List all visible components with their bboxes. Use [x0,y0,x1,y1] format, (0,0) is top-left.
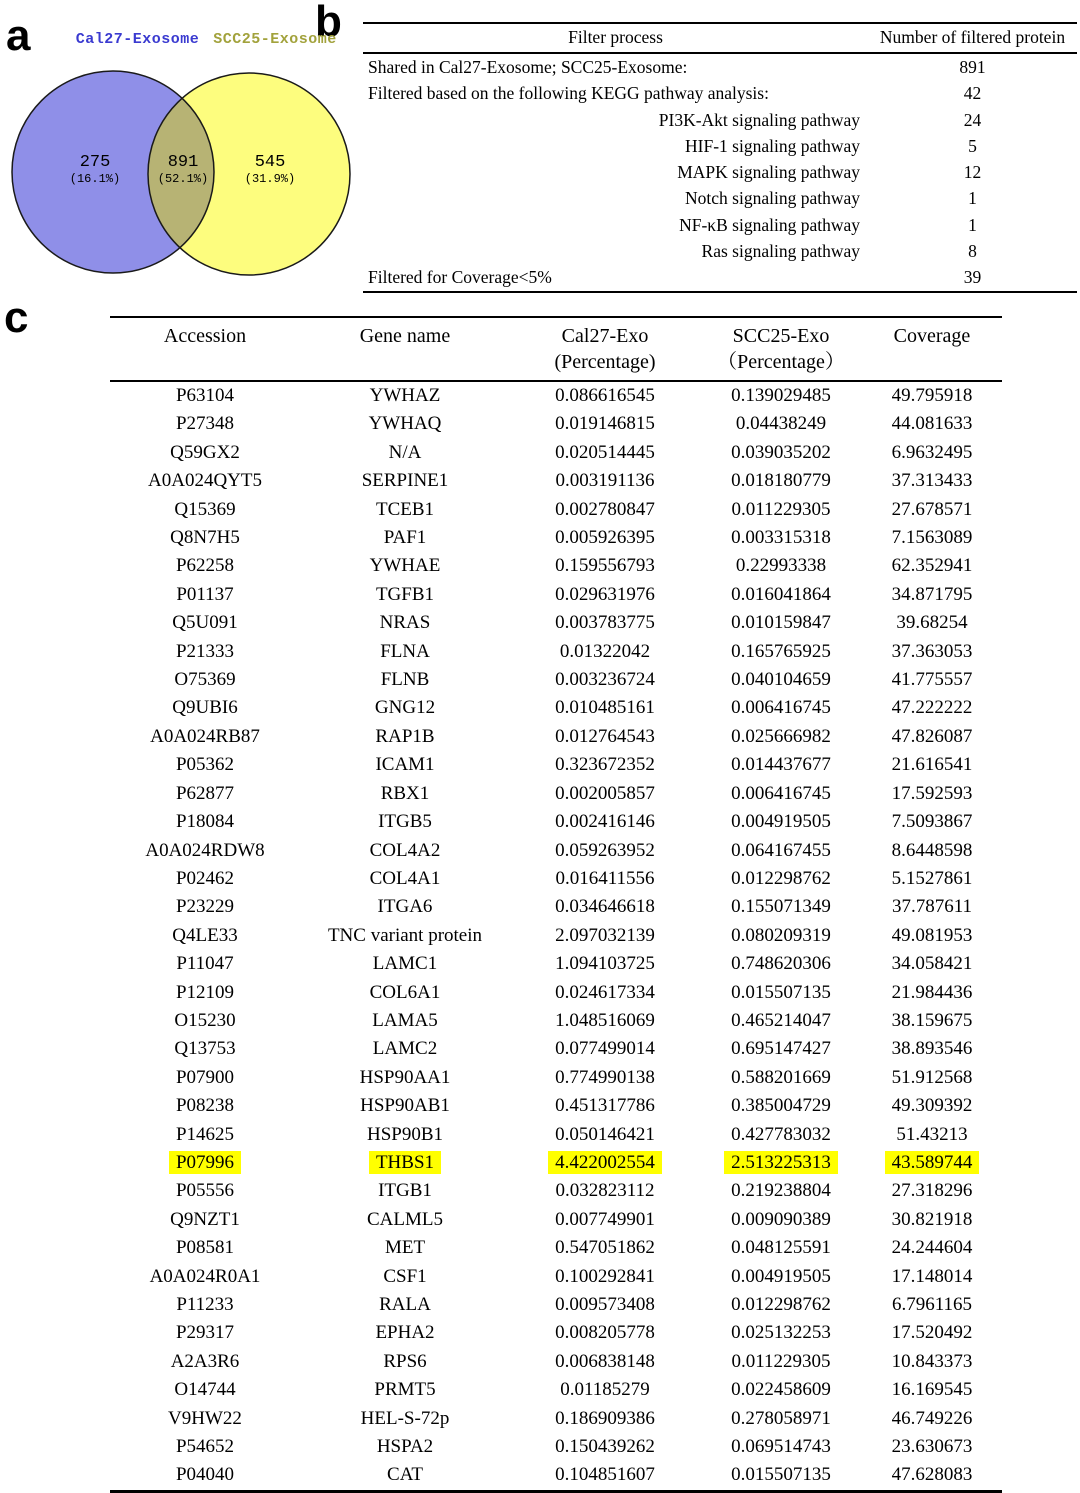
table-cell: 37.787611 [891,896,973,918]
table-cell: 43.589744 [862,1149,1002,1177]
table-row [110,1149,1002,1177]
filter-step-count: 8 [968,241,977,262]
table-cell: 7.1563089 [891,527,973,549]
table-cell: 0.01322042 [559,640,651,662]
filter-step-label: HIF-1 signaling pathway [685,135,860,156]
table-row [110,1092,1002,1120]
table-cell: 0.695147427 [731,1038,831,1060]
table-cell: 0.774990138 [555,1066,655,1088]
table-cell: 24.244604 [891,1237,973,1259]
table-cell: PRMT5 [374,1379,436,1401]
venn-overlap-count: 891 [167,153,199,172]
table-row [110,638,1002,666]
table-row [110,1035,1002,1063]
table-cell: P27348 [175,413,235,435]
table-cell: RPS6 [383,1350,427,1372]
table-cell: 17.592593 [891,782,973,804]
filter-step-label: PI3K-Akt signaling pathway [658,109,860,130]
table-cell: P63104 [175,385,235,406]
table-cell: 0.069514743 [731,1436,831,1458]
table-cell: 0.002780847 [555,498,655,520]
table-cell: 4.422002554 [510,1149,700,1177]
table-cell: 34.871795 [891,583,973,605]
filter-step-label: Filtered based on the following KEGG pathway analysis: [368,83,769,104]
table-cell: 1.048516069 [555,1009,655,1031]
table-cell: 7.5093867 [891,811,973,833]
table-row [110,893,1002,921]
table-cell: P07996 [110,1149,300,1177]
table-cell: HEL-S-72p [360,1407,450,1429]
filter-table-row [363,185,1077,211]
table-cell: 0.01185279 [560,1379,650,1401]
table-cell: 0.086616545 [555,385,655,406]
table-cell: 0.588201669 [731,1066,831,1088]
table-cell: 0.032823112 [555,1180,655,1202]
table-row [110,780,1002,808]
filter-step-count: 1 [968,188,977,209]
table-cell: 44.081633 [891,413,973,435]
table-row [110,1121,1002,1149]
table-cell: FLNA [380,640,430,662]
table-cell: P04040 [110,1461,300,1491]
table-row [110,1064,1002,1092]
filter-table-row [363,80,1077,106]
table-cell: CSF1 [383,1265,427,1287]
table-cell: P05362 [175,754,235,776]
table-cell: 0.016041864 [731,583,831,605]
table-cell: MET [384,1237,426,1259]
table-cell: V9HW22 [168,1407,242,1429]
table-cell: 0.006838148 [555,1350,655,1372]
table-cell: 0.019146815 [555,413,655,435]
table-cell: 0.278058971 [731,1407,831,1429]
filter-table-row [363,238,1077,264]
table-cell: 0.014437677 [731,754,831,776]
table-row [110,865,1002,893]
table-cell: LAMC2 [372,1038,438,1060]
table-cell: P11047 [176,953,234,975]
cal27-exo-header [510,317,700,381]
table-row [110,1291,1002,1319]
table-cell: 0.427783032 [731,1123,831,1145]
table-cell: 2.513225313 [700,1149,862,1177]
table-cell: HSPA2 [376,1436,434,1458]
table-cell: Q13753 [174,1038,236,1060]
table-cell: 10.843373 [891,1350,973,1372]
table-cell: 62.352941 [891,555,973,577]
venn-overlap-value [133,153,233,186]
table-cell: YWHAZ [369,385,441,406]
cal27-exo-subheader: (Percentage) [554,351,656,373]
table-cell: 0.159556793 [555,555,655,577]
table-cell: P29317 [175,1322,235,1344]
table-cell: P12109 [175,981,235,1003]
table-cell: COL4A2 [369,839,441,861]
table-cell: 51.43213 [896,1123,968,1145]
table-cell: NRAS [379,612,431,634]
table-cell: 21.616541 [891,754,973,776]
filter-table-row [363,212,1077,238]
table-cell: HSP90B1 [366,1123,444,1145]
filter-step-label: Ras signaling pathway [701,241,860,262]
table-cell: RAP1B [375,725,435,747]
table-cell: HSP90AA1 [359,1066,451,1088]
table-cell: 0.005926395 [555,527,655,549]
coverage-header [862,317,1002,381]
venn-right-set-label: SCC25-Exosome [213,31,337,48]
filter-step-label: MAPK signaling pathway [677,162,860,183]
table-cell: N/A [388,441,422,463]
table-row [110,979,1002,1007]
table-cell: 0.547051862 [555,1237,655,1259]
venn-left-set-label: Cal27-Exosome [75,31,200,48]
venn-left-percent: (16.1%) [69,171,121,186]
table-cell: P05556 [175,1180,235,1202]
table-cell: 0.008205778 [555,1322,655,1344]
filtered-protein-count-header: Number of filtered protein [868,23,1077,53]
table-cell: 39.68254 [896,612,968,634]
table-cell: 0.011229305 [731,498,831,520]
table-cell: P08238 [175,1095,235,1117]
table-row [110,751,1002,779]
table-row [110,524,1002,552]
table-cell: 0.465214047 [731,1009,831,1031]
table-cell: 38.893546 [891,1038,973,1060]
table-cell: 37.313433 [891,470,973,492]
table-cell: 47.826087 [891,725,973,747]
table-cell: 6.7961165 [891,1294,973,1315]
table-cell: Q5U091 [172,612,238,634]
table-cell: 21.984436 [891,981,973,1003]
accession-header [110,317,300,381]
table-cell: P62877 [175,782,235,804]
coverage-header-label: Coverage [893,325,971,347]
table-cell: Q9UBI6 [172,697,238,719]
filter-process-header: Filter process [363,23,868,53]
table-cell: A0A024RDW8 [145,839,265,861]
table-cell: 0.080209319 [731,924,831,946]
table-row [110,467,1002,495]
table-cell: 0.009090389 [731,1208,831,1230]
table-cell: P14625 [175,1123,235,1145]
table-row [110,1405,1002,1433]
table-cell: 0.002416146 [555,811,655,833]
table-cell: 0.040104659 [731,669,831,691]
filter-table-row [363,107,1077,133]
table-cell: 27.678571 [891,498,973,520]
table-cell: P54652 [175,1436,235,1458]
table-cell: 0.155071349 [731,896,831,918]
filter-table-row [363,264,1077,291]
filter-table-row [363,159,1077,185]
table-cell: 0.018180779 [731,470,831,492]
scc25-exo-subheader: （Percentage） [717,351,845,373]
table-cell: GNG12 [374,697,436,719]
protein-table-body [110,381,1002,1491]
table-cell: 46.749226 [891,1407,973,1429]
table-cell: 0.029631976 [555,583,655,605]
protein-table [110,316,1002,1493]
table-cell: 0.004919505 [731,1265,831,1287]
table-cell: 16.169545 [891,1379,973,1401]
table-cell: 0.150439262 [555,1436,655,1458]
filter-step-label: NF-κB signaling pathway [679,214,860,235]
table-cell: 34.058421 [891,953,973,975]
table-cell: 0.385004729 [731,1095,831,1117]
table-cell: PAF1 [383,527,427,549]
table-cell: 0.020514445 [555,441,655,463]
table-cell: 0.007749901 [555,1208,655,1230]
panel-letter-a: a [6,11,31,60]
table-cell: 0.003236724 [555,669,655,691]
table-row [110,694,1002,722]
venn-overlap-percent: (52.1%) [157,171,209,186]
table-cell: P11233 [176,1294,234,1315]
table-cell: 0.024617334 [555,981,655,1003]
table-cell: A0A024R0A1 [149,1265,261,1287]
table-row [110,837,1002,865]
table-cell: A2A3R6 [170,1350,240,1372]
table-row [110,1234,1002,1262]
table-cell: 0.003783775 [555,612,655,634]
table-cell: COL6A1 [369,981,441,1003]
table-cell: 17.148014 [891,1265,973,1287]
filter-step-label: Shared in Cal27-Exosome; SCC25-Exosome: [368,57,688,77]
filter-step-count: 39 [868,264,1077,291]
table-cell: 0.100292841 [555,1265,655,1287]
table-cell: 5.1527861 [891,867,973,889]
accession-header-label: Accession [163,325,247,347]
table-row [110,552,1002,580]
table-cell: 0.009573408 [555,1294,655,1315]
table-cell: 37.363053 [891,640,973,662]
table-cell: COL4A1 [369,867,441,889]
filter-step-count: 1 [968,214,977,235]
table-cell: 0.748620306 [731,953,831,975]
table-cell: 0.012298762 [731,1294,831,1315]
table-row [110,1007,1002,1035]
table-cell: P02462 [175,867,235,889]
gene-name-header-label: Gene name [359,325,451,347]
venn-right-count: 545 [254,153,286,172]
table-cell: 2.097032139 [555,924,655,946]
filter-step-label: Notch signaling pathway [685,188,860,209]
table-cell: Q9NZT1 [170,1208,240,1230]
table-cell: 47.222222 [891,697,973,719]
table-cell: 0.015507135 [700,1461,862,1491]
table-row [110,581,1002,609]
filter-table-header-row [363,23,1077,53]
table-row [110,1461,1002,1491]
table-cell: P08581 [175,1237,235,1259]
table-cell: A0A024RB87 [150,725,260,747]
table-cell: 27.318296 [891,1180,973,1202]
table-row [110,950,1002,978]
venn-right-only-value [220,153,320,186]
scc25-exo-header-label: SCC25-Exo [732,325,830,347]
table-cell: 38.159675 [891,1009,973,1031]
table-row [110,410,1002,438]
table-cell: 0.002005857 [555,782,655,804]
filter-table-body [363,53,1077,292]
table-cell: ITGB1 [378,1180,432,1202]
table-cell: 0.025132253 [731,1322,831,1344]
table-cell: SERPINE1 [361,470,449,492]
table-cell: 8.6448598 [891,839,973,861]
table-row [110,922,1002,950]
table-row [110,808,1002,836]
table-cell: O15230 [174,1009,236,1031]
filter-step-label: Filtered for Coverage<5% [363,264,868,291]
table-cell: P21333 [175,640,235,662]
table-cell: 0.003315318 [731,527,831,549]
table-cell: A0A024QYT5 [148,470,262,492]
table-cell: 30.821918 [891,1208,973,1230]
table-cell: 0.186909386 [555,1407,655,1429]
scc25-exo-header [700,317,862,381]
table-cell: CALML5 [367,1208,443,1230]
table-cell: P18084 [175,811,235,833]
table-row [110,609,1002,637]
table-cell: 0.012298762 [731,867,831,889]
table-cell: 0.015507135 [731,981,831,1003]
table-cell: FLNB [380,669,430,691]
table-cell: RALA [379,1294,431,1315]
table-cell: 0.003191136 [555,470,655,492]
table-cell: P01137 [176,583,234,605]
table-row [110,1263,1002,1291]
table-cell: 0.22993338 [735,555,827,577]
filter-step-count: 24 [963,109,982,130]
table-row [110,1319,1002,1347]
table-cell: 0.004919505 [731,811,831,833]
filter-step-count: 42 [963,83,982,104]
table-cell: THBS1 [300,1149,510,1177]
table-row [110,1376,1002,1404]
table-cell: 51.912568 [891,1066,973,1088]
table-cell: 0.039035202 [731,441,831,463]
table-cell: 0.104851607 [510,1461,700,1491]
table-row [110,1177,1002,1205]
table-cell: Q8N7H5 [170,527,240,549]
table-cell: 0.323672352 [555,754,655,776]
table-cell: 0.034646618 [555,896,655,918]
table-cell: 49.081953 [891,924,973,946]
panel-letter-c: c [4,293,29,342]
table-cell: 0.139029485 [731,385,831,406]
table-cell: 6.9632495 [891,441,973,463]
table-cell: 41.775557 [891,669,973,691]
table-cell: TNC variant protein [327,924,483,946]
filter-table-row [363,133,1077,159]
table-cell: 49.309392 [891,1095,973,1117]
table-cell: 0.006416745 [731,782,831,804]
filter-step-count: 5 [968,135,977,156]
table-cell: 0.010485161 [555,697,655,719]
table-row [110,381,1002,410]
table-cell: EPHA2 [375,1322,435,1344]
table-cell: 17.520492 [891,1322,973,1344]
table-row [110,496,1002,524]
table-row [110,439,1002,467]
table-cell: O14744 [174,1379,236,1401]
filter-step-count: 12 [963,162,982,183]
table-cell: YWHAE [369,555,441,577]
table-cell: ICAM1 [375,754,435,776]
table-cell: 0.059263952 [555,839,655,861]
table-cell: 0.077499014 [555,1038,655,1060]
table-cell: P23229 [175,896,235,918]
table-cell: 0.050146421 [555,1123,655,1145]
table-cell: 0.016411556 [555,867,655,889]
table-cell: 0.025666982 [731,725,831,747]
table-cell: RBX1 [380,782,430,804]
table-cell: 0.219238804 [731,1180,831,1202]
table-cell: TCEB1 [375,498,435,520]
filter-process-table [363,22,1077,293]
table-cell: YWHAQ [368,413,442,435]
venn-right-percent: (31.9%) [244,171,296,186]
venn-left-only-value [45,153,145,186]
panel-letter-b: b [315,0,342,46]
protein-table-header-row [110,317,1002,381]
table-cell: 0.011229305 [731,1350,831,1372]
table-cell: 1.094103725 [555,953,655,975]
table-cell: 0.006416745 [731,697,831,719]
filter-table-row [363,53,1077,80]
table-cell: HSP90AB1 [360,1095,450,1117]
table-cell: 0.010159847 [731,612,831,634]
table-cell: 0.048125591 [731,1237,831,1259]
table-cell: CAT [300,1461,510,1491]
filter-step-count: 891 [959,57,986,77]
cal27-exo-header-label: Cal27-Exo [561,325,649,347]
table-row [110,666,1002,694]
table-cell: TGFB1 [375,583,435,605]
table-cell: 0.022458609 [731,1379,831,1401]
table-cell: Q4LE33 [172,924,238,946]
table-cell: 0.451317786 [555,1095,655,1117]
table-cell: P07900 [175,1066,235,1088]
table-cell: 0.064167455 [731,839,831,861]
gene-name-header [300,317,510,381]
table-cell: ITGA6 [377,896,433,918]
table-cell: P62258 [175,555,235,577]
table-row [110,1206,1002,1234]
table-cell: ITGB5 [378,811,432,833]
table-cell: 49.795918 [891,385,973,406]
table-cell: LAMA5 [372,1009,438,1031]
venn-left-count: 275 [79,153,111,172]
table-row [110,1433,1002,1461]
table-cell: 0.012764543 [555,725,655,747]
table-cell: 0.165765925 [731,640,831,662]
table-cell: 0.04438249 [735,413,827,435]
table-cell: Q59GX2 [170,441,240,463]
table-row [110,723,1002,751]
table-cell: 23.630673 [891,1436,973,1458]
table-cell: 47.628083 [862,1461,1002,1491]
table-cell: LAMC1 [372,953,438,975]
table-row [110,1348,1002,1376]
table-cell: O75369 [174,669,236,691]
table-cell: Q15369 [174,498,236,520]
